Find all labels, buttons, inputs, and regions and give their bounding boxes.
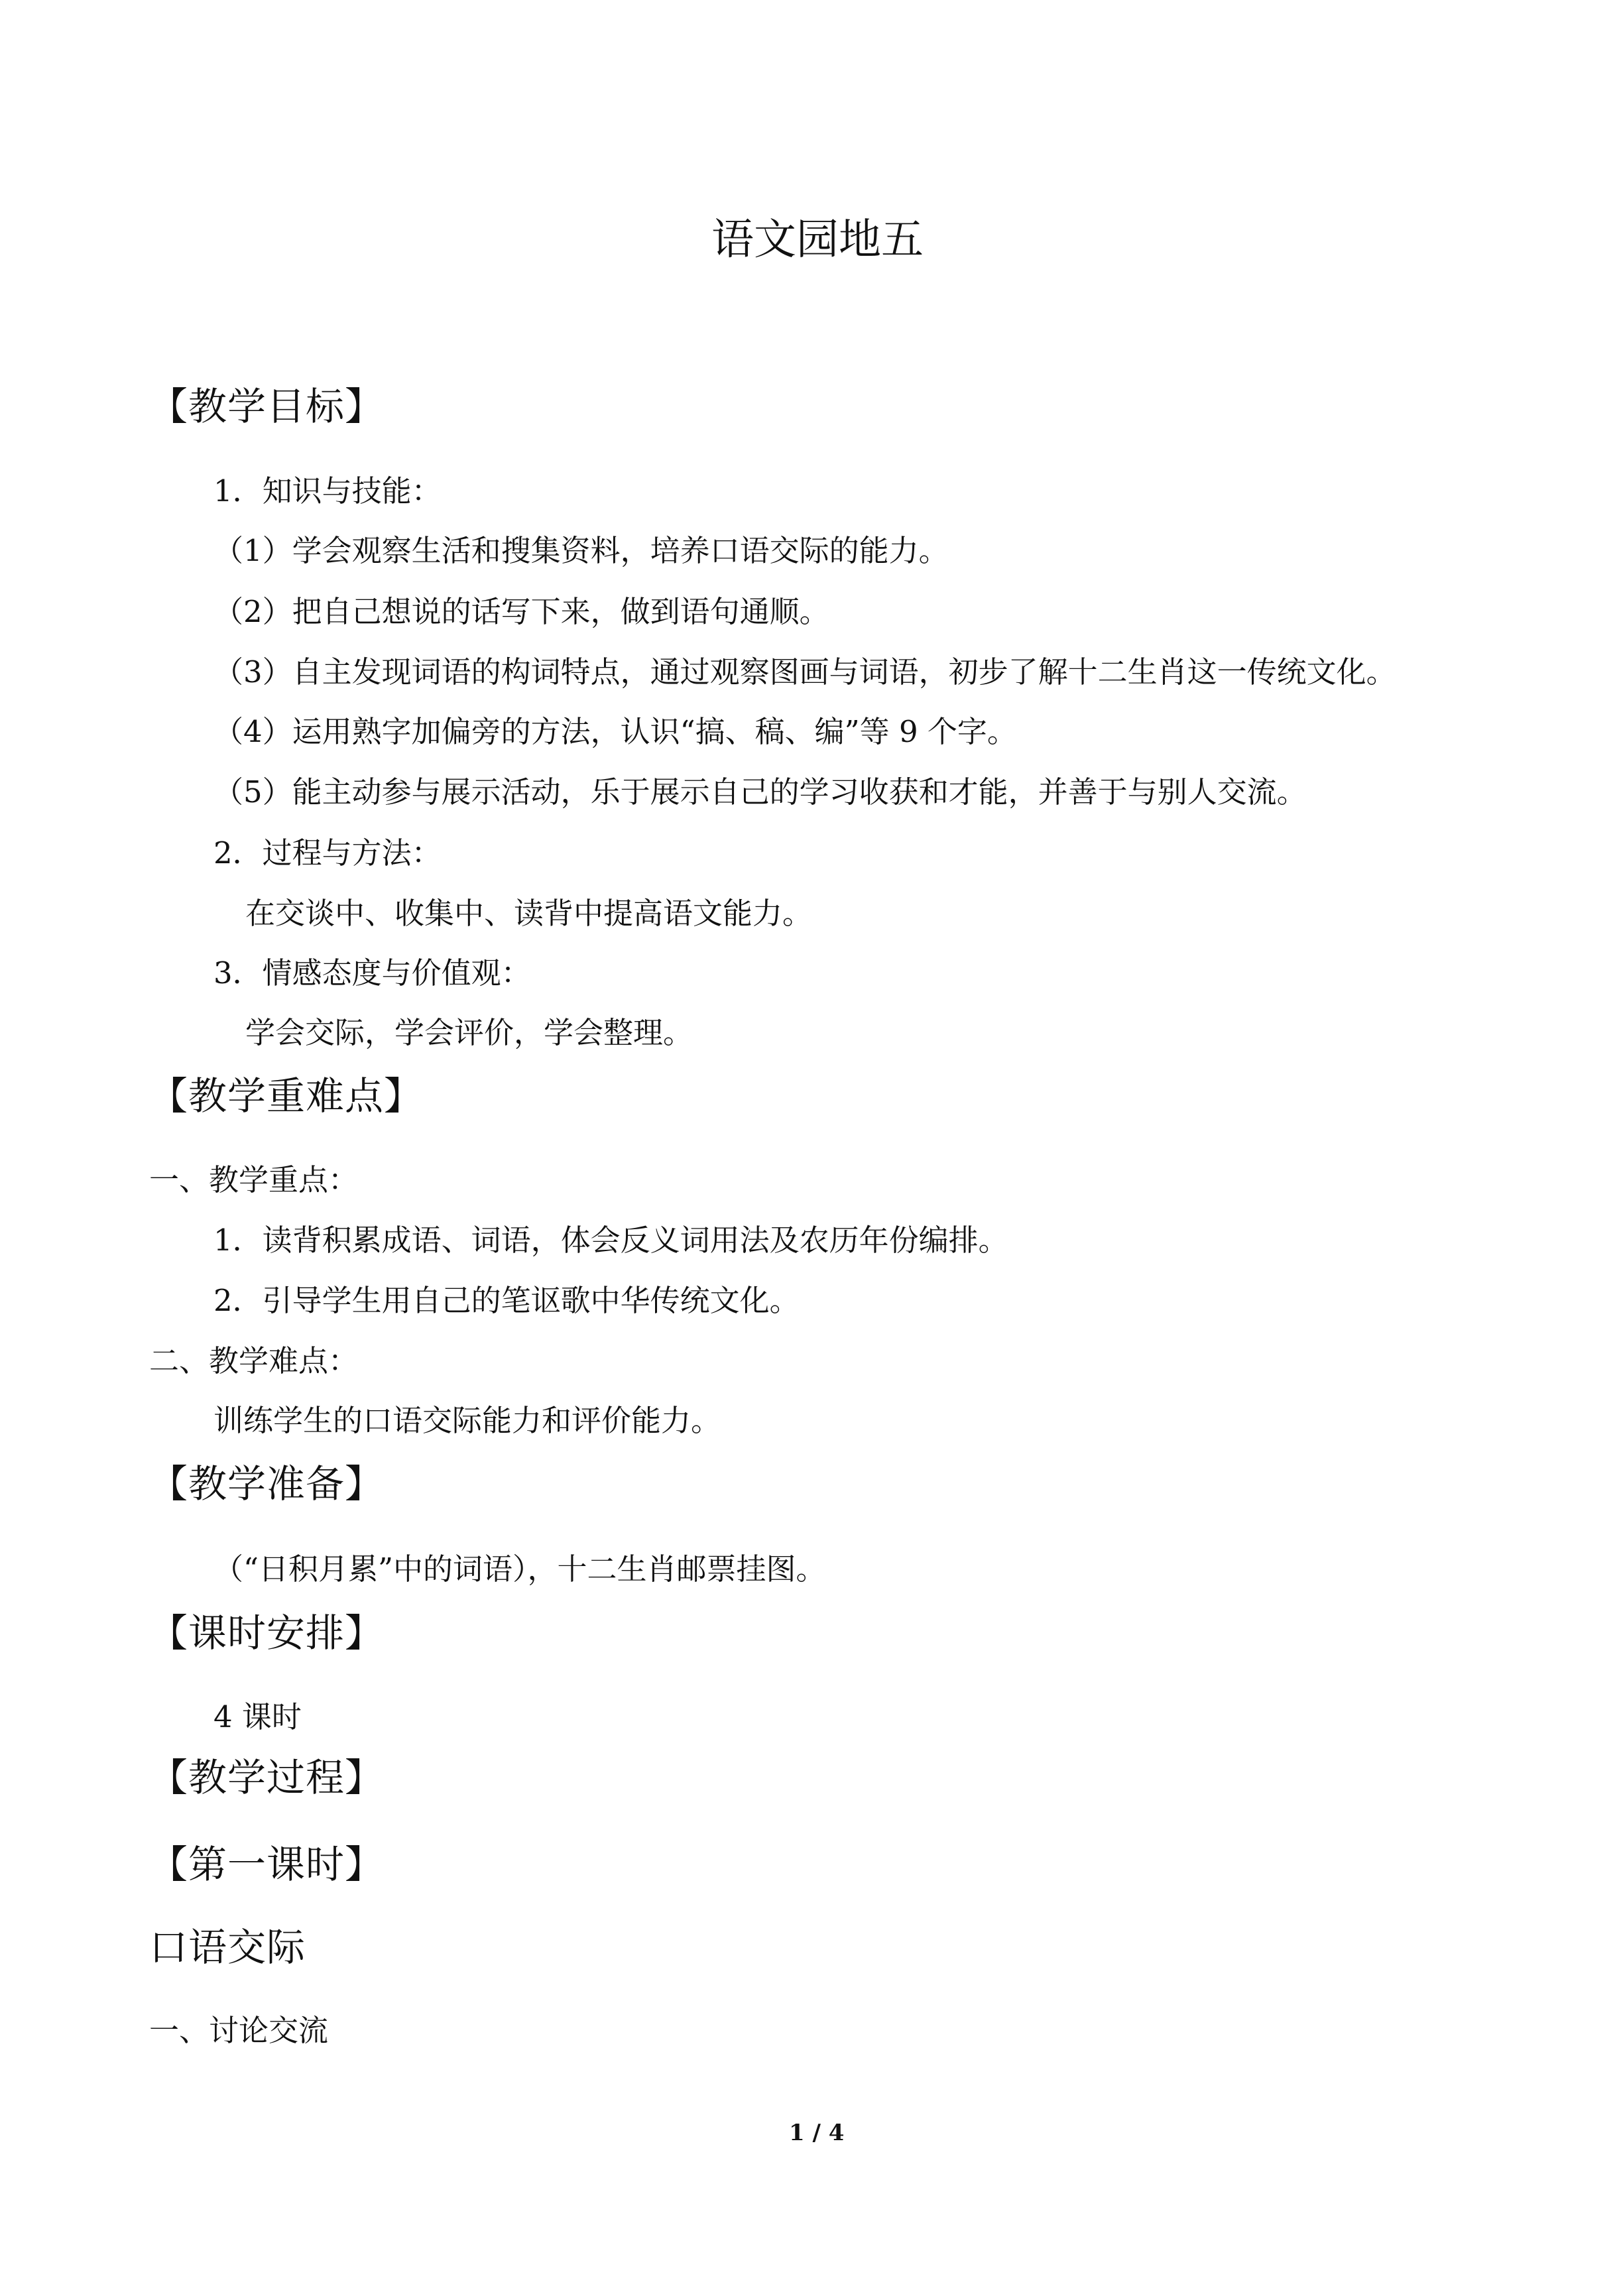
- objective-item-1-sub-4: （4）运用熟字加偏旁的方法，认识“搞、稿、编”等 9 个字。: [213, 714, 1017, 749]
- key-point-1-label: 一、教学重点：: [149, 1162, 359, 1197]
- section-heading-preparation: 【教学准备】: [149, 1461, 385, 1506]
- objective-item-2-label: 2．过程与方法：: [213, 835, 442, 871]
- schedule-text: 4 课时: [213, 1699, 302, 1734]
- objective-item-1-sub-3: （3）自主发现词语的构词特点，通过观察图画与词语，初步了解十二生肖这一传统文化。: [213, 654, 1396, 690]
- section-heading-key-points: 【教学重难点】: [149, 1073, 424, 1118]
- objective-item-3-text: 学会交际，学会评价，学会整理。: [245, 1015, 693, 1050]
- key-point-1-item-1: 1．读背积累成语、词语，体会反义词用法及农历年份编排。: [213, 1223, 1008, 1258]
- page-title: 语文园地五: [711, 215, 924, 265]
- objective-item-1-sub-2: （2）把自己想说的话写下来，做到语句通顺。: [213, 594, 829, 629]
- objective-item-2-text: 在交谈中、收集中、读背中提高语文能力。: [245, 896, 813, 931]
- section-heading-schedule: 【课时安排】: [149, 1610, 385, 1656]
- objective-item-1-sub-1: （1）学会观察生活和搜集资料，培养口语交际的能力。: [213, 533, 949, 568]
- key-point-2-text: 训练学生的口语交际能力和评价能力。: [213, 1403, 721, 1438]
- preparation-text: （“日积月累”中的词语），十二生肖邮票挂图。: [213, 1551, 826, 1587]
- section-heading-lesson-1: 【第一课时】: [149, 1842, 385, 1887]
- page-number: 1 / 4: [789, 2120, 845, 2146]
- objective-item-3-label: 3．情感态度与价值观：: [213, 955, 531, 991]
- objective-item-1-sub-5: （5）能主动参与展示活动，乐于展示自己的学习收获和才能，并善于与别人交流。: [213, 774, 1307, 810]
- section-heading-objectives: 【教学目标】: [149, 384, 385, 429]
- lesson-1-subheading: 口语交际: [149, 1925, 306, 1970]
- key-point-2-label: 二、教学难点：: [149, 1343, 359, 1378]
- lesson-1-step-1: 一、讨论交流: [149, 2013, 329, 2048]
- section-heading-process: 【教学过程】: [149, 1755, 385, 1800]
- objective-item-1-label: 1．知识与技能：: [213, 473, 442, 509]
- key-point-1-item-2: 2．引导学生用自己的笔讴歌中华传统文化。: [213, 1283, 800, 1318]
